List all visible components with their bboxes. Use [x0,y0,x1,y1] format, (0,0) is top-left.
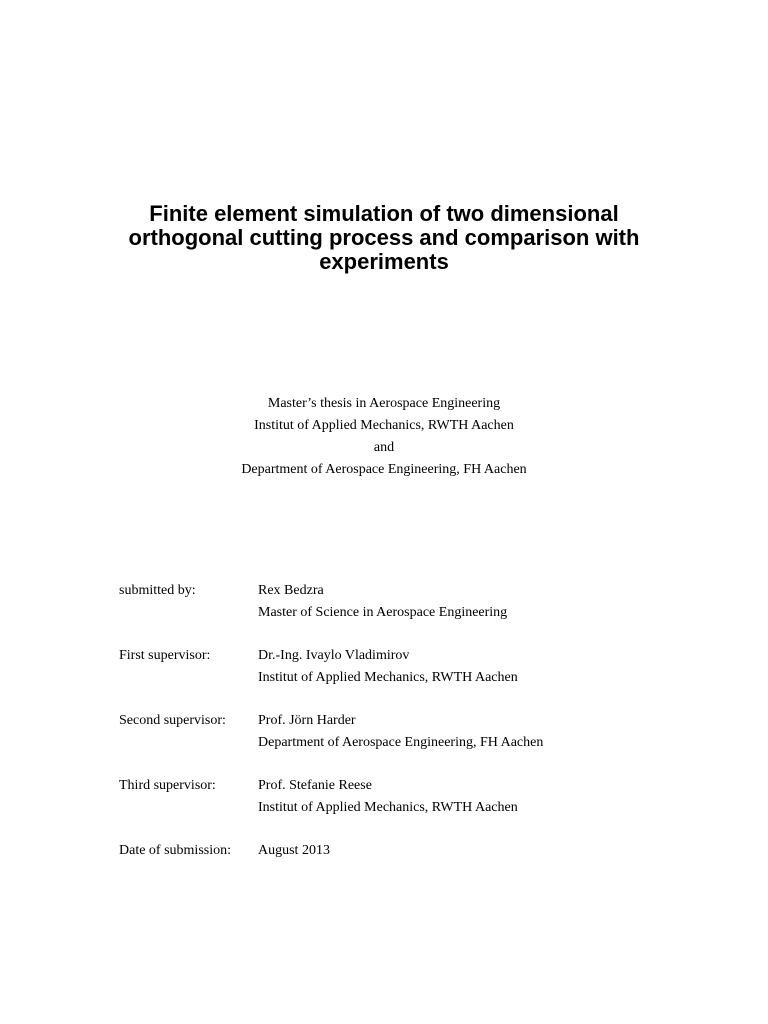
author-degree: Master of Science in Aerospace Engineering [258,605,508,620]
first-supervisor-values [258,645,739,689]
institute-line: Institut of Applied Mechanics, RWTH Aachen [254,418,514,433]
submitted-by-label: submitted by: [119,583,196,598]
second-supervisor-name: Prof. Jörn Harder [258,713,356,728]
second-supervisor-values [258,710,739,754]
degree-line: Master’s thesis in Aerospace Engineering [267,396,501,411]
third-supervisor-affiliation: Institut of Applied Mechanics, RWTH Aachen [258,800,518,815]
department-line: Department of Aerospace Engineering, FH Aachen [241,462,527,477]
second-supervisor-row [119,710,739,754]
submitted-by-values [258,580,739,624]
second-supervisor-label: Second supervisor: [119,713,226,728]
thesis-title [0,202,768,274]
title-line: orthogonal cutting process and comparison with [128,225,640,250]
third-supervisor-label: Third supervisor: [119,778,216,793]
third-supervisor-values [258,775,739,819]
conjunction-line: and [373,440,395,455]
submitted-by-row [119,580,739,624]
second-supervisor-affiliation: Department of Aerospace Engineering, FH Aachen [258,735,544,750]
submission-date: August 2013 [258,843,330,858]
submission-details [119,580,739,883]
title-line: Finite element simulation of two dimensional [149,201,619,226]
thesis-affiliation [0,393,768,481]
submission-date-label: Date of submission: [119,843,231,858]
author-name: Rex Bedzra [258,583,324,598]
first-supervisor-row [119,645,739,689]
submission-date-row [119,840,739,862]
first-supervisor-name: Dr.-Ing. Ivaylo Vladimirov [258,648,410,663]
third-supervisor-name: Prof. Stefanie Reese [258,778,372,793]
submission-date-values [258,840,739,862]
first-supervisor-affiliation: Institut of Applied Mechanics, RWTH Aachen [258,670,518,685]
third-supervisor-row [119,775,739,819]
first-supervisor-label: First supervisor: [119,648,211,663]
title-line: experiments [319,249,449,274]
